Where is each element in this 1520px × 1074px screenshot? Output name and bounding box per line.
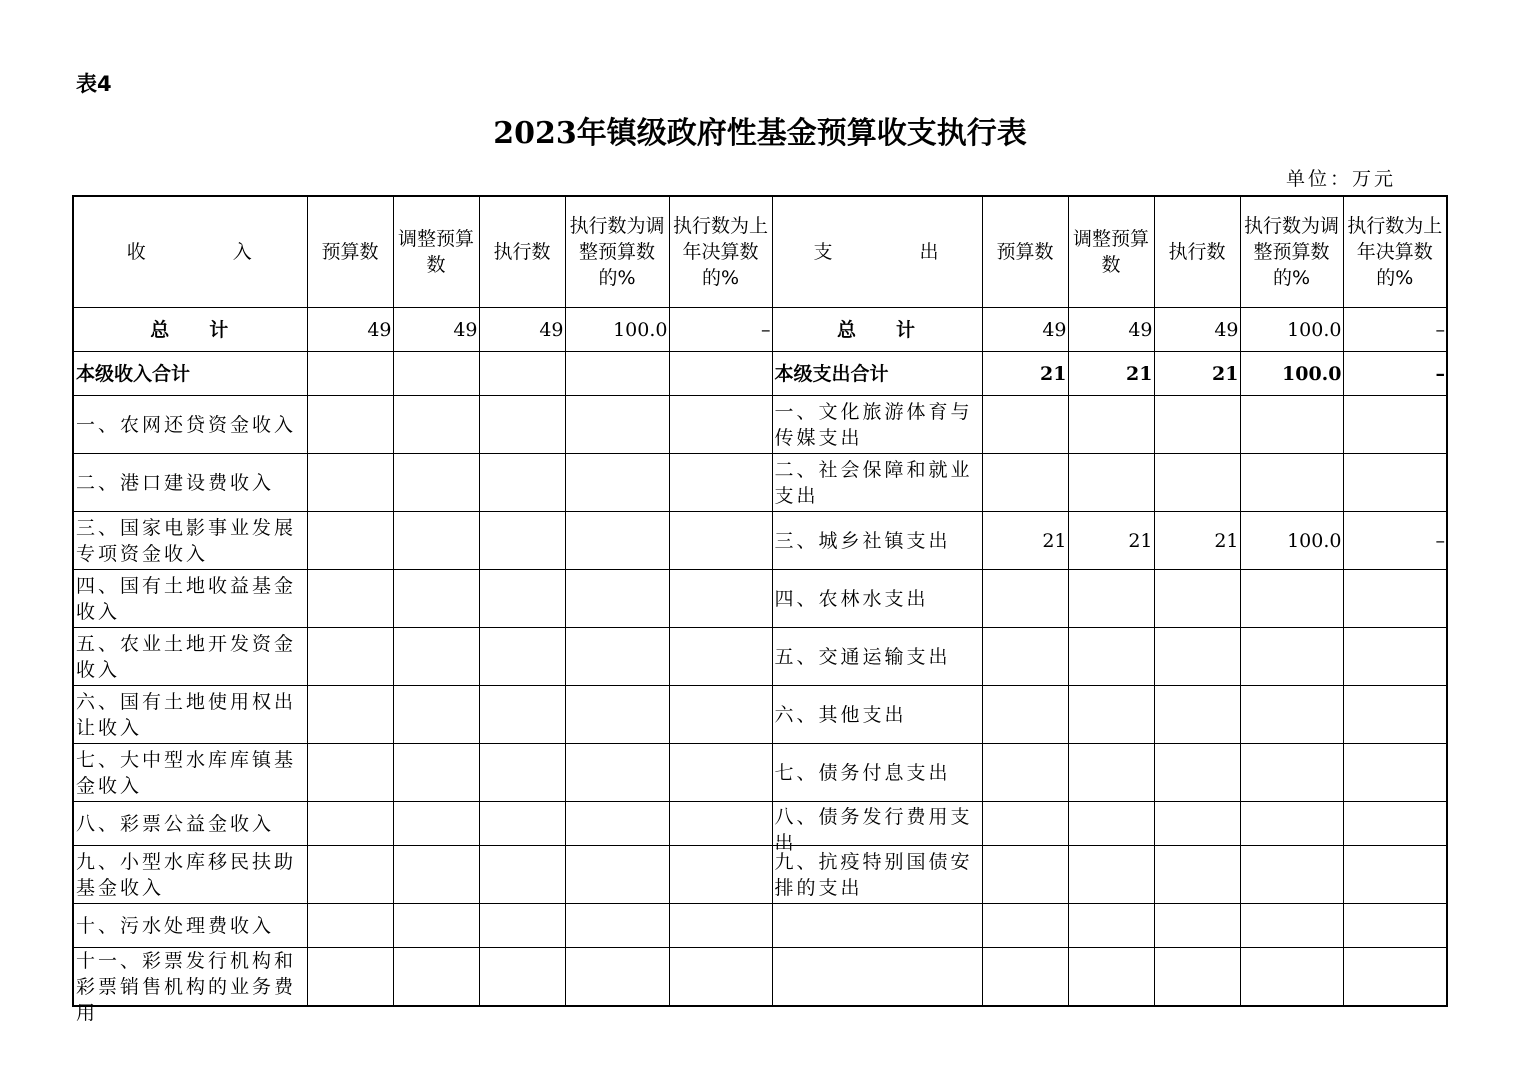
header-exec-pct-last-year-exp: 执行数为上年决算数的% <box>1343 196 1447 308</box>
budget-table <box>72 195 1448 1024</box>
total-row <box>73 308 1447 352</box>
expense-subtotal-executed: 21 <box>1154 352 1240 396</box>
header-budget-exp: 预算数 <box>982 196 1068 308</box>
subtotal-row <box>73 352 1447 396</box>
income-item-8: 八、彩票公益金收入 <box>73 802 307 846</box>
income-subtotal-budget <box>307 352 393 396</box>
income-item-2: 二、港口建设费收入 <box>73 454 307 512</box>
income-item-1: 一、农网还贷资金收入 <box>73 396 307 454</box>
expense-subtotal-budget: 21 <box>982 352 1068 396</box>
income-item-11: 十一、彩票发行机构和彩票销售机构的业务费用 <box>76 950 297 1024</box>
income-total-label: 总计 <box>73 308 307 352</box>
expense-item-3-pct-last-year: – <box>1343 512 1447 570</box>
header-exec-pct-last-year: 执行数为上年决算数的% <box>669 196 772 308</box>
header-exec-pct-adjusted: 执行数为调整预算数的% <box>565 196 669 308</box>
expense-item-4: 四、农林水支出 <box>772 570 982 628</box>
expense-subtotal-label: 本级支出合计 <box>772 352 982 396</box>
table-row <box>73 744 1447 802</box>
page-title: 2023年镇级政府性基金预算收支执行表 <box>493 116 1027 151</box>
income-subtotal-adjusted <box>393 352 479 396</box>
table-row <box>73 396 1447 454</box>
expense-item-1: 一、文化旅游体育与传媒支出 <box>772 396 982 454</box>
expense-item-3-executed: 21 <box>1154 512 1240 570</box>
table-row <box>73 802 1447 846</box>
expense-subtotal-pct-adjusted: 100.0 <box>1240 352 1343 396</box>
expense-subtotal-adjusted: 21 <box>1068 352 1154 396</box>
expense-item-3-pct-adjusted: 100.0 <box>1240 512 1343 570</box>
header-row <box>73 196 1447 308</box>
header-executed-exp: 执行数 <box>1154 196 1240 308</box>
expense-item-2: 二、社会保障和就业支出 <box>772 454 982 512</box>
header-executed: 执行数 <box>479 196 565 308</box>
expense-total-pct-adjusted: 100.0 <box>1240 308 1343 352</box>
income-subtotal-executed <box>479 352 565 396</box>
expense-item-5: 五、交通运输支出 <box>772 628 982 686</box>
table-label: 表4 <box>76 72 112 96</box>
expense-total-budget: 49 <box>982 308 1068 352</box>
expense-item-3-adjusted: 21 <box>1068 512 1154 570</box>
income-subtotal-pct-adjusted <box>565 352 669 396</box>
income-item-9: 九、小型水库移民扶助基金收入 <box>73 846 307 904</box>
expense-item-6: 六、其他支出 <box>772 686 982 744</box>
income-item-10: 十、污水处理费收入 <box>73 904 307 948</box>
table-row <box>73 454 1447 512</box>
expense-subtotal-pct-last-year: – <box>1343 352 1447 396</box>
income-item-4: 四、国有土地收益基金收入 <box>73 570 307 628</box>
expense-total-adjusted: 49 <box>1068 308 1154 352</box>
expense-item-3-budget: 21 <box>982 512 1068 570</box>
header-income: 收 入 <box>73 196 307 308</box>
income-item-7: 七、大中型水库库镇基金收入 <box>73 744 307 802</box>
expense-item-7: 七、债务付息支出 <box>772 744 982 802</box>
income-total-budget: 49 <box>307 308 393 352</box>
header-exec-pct-adjusted-exp: 执行数为调整预算数的% <box>1240 196 1343 308</box>
income-item-3: 三、国家电影事业发展专项资金收入 <box>73 512 307 570</box>
unit-label: 单位：万元 <box>1285 168 1396 190</box>
income-subtotal-pct-last-year <box>669 352 772 396</box>
expense-item-3: 三、城乡社镇支出 <box>772 512 982 570</box>
table-row <box>73 846 1447 904</box>
income-subtotal-label: 本级收入合计 <box>73 352 307 396</box>
table-row <box>73 628 1447 686</box>
table-row <box>73 904 1447 948</box>
table-row <box>73 686 1447 744</box>
income-total-executed: 49 <box>479 308 565 352</box>
income-item-6: 六、国有土地使用权出让收入 <box>73 686 307 744</box>
header-adjusted-budget: 调整预算数 <box>393 196 479 308</box>
income-total-pct-adjusted: 100.0 <box>565 308 669 352</box>
header-budget: 预算数 <box>307 196 393 308</box>
expense-total-label: 总计 <box>772 308 982 352</box>
table-row <box>73 570 1447 628</box>
expense-item-8: 八、债务发行费用支出 <box>774 805 973 854</box>
table-row <box>73 948 1447 1007</box>
header-adjusted-budget-exp: 调整预算数 <box>1068 196 1154 308</box>
table-row <box>73 512 1447 570</box>
income-item-5: 五、农业土地开发资金收入 <box>73 628 307 686</box>
expense-total-pct-last-year: – <box>1343 308 1447 352</box>
expense-item-9: 九、抗疫特别国债安排的支出 <box>772 846 982 904</box>
income-total-adjusted: 49 <box>393 308 479 352</box>
header-expense: 支 出 <box>772 196 982 308</box>
income-total-pct-last-year: – <box>669 308 772 352</box>
expense-total-executed: 49 <box>1154 308 1240 352</box>
